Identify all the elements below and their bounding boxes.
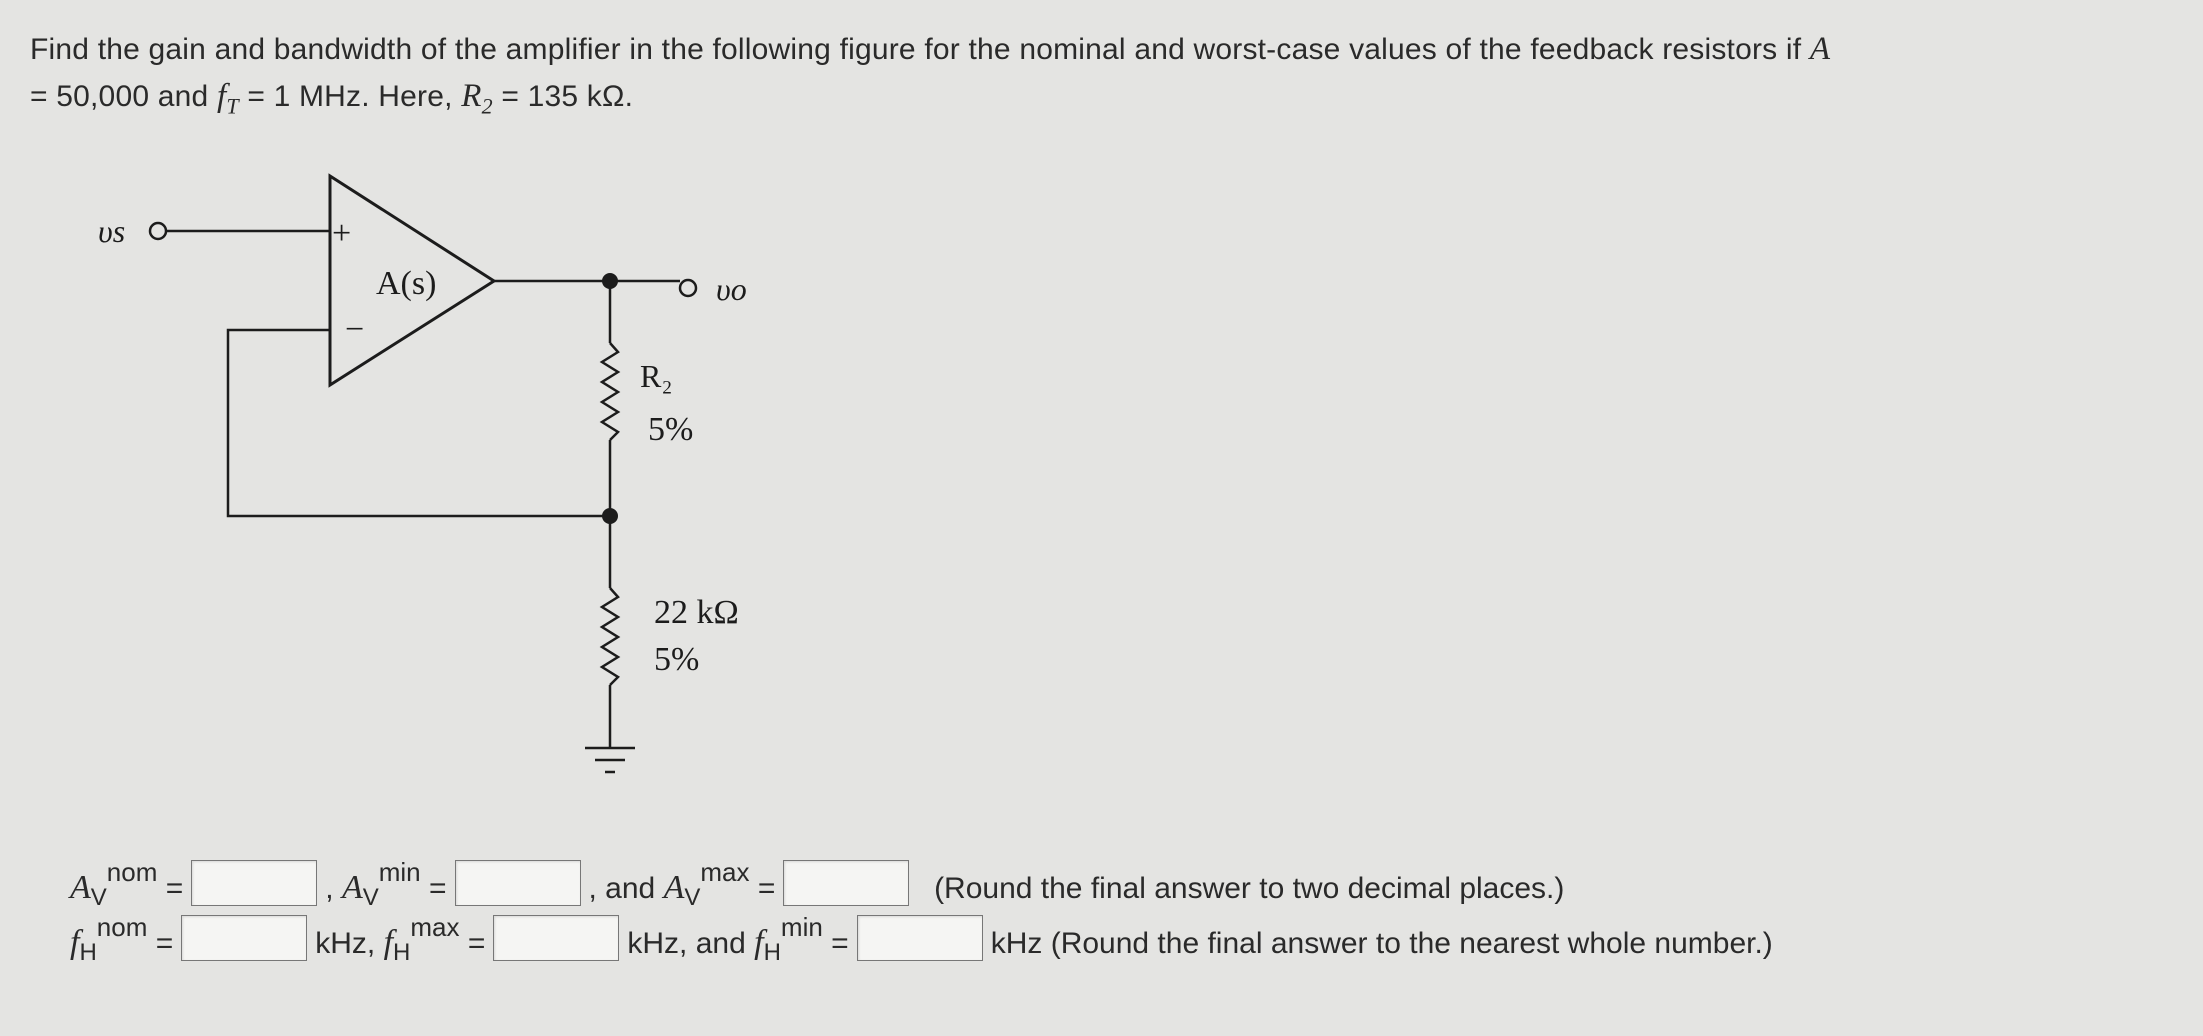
amp-label: A(s)	[376, 265, 437, 302]
r1-tolerance: 5%	[654, 641, 700, 678]
bandwidth-rounding-note: kHz (Round the final answer to the nearest whole number.)	[990, 927, 1773, 960]
unit-khz-2: kHz, and	[627, 927, 746, 960]
resistor-r1	[602, 588, 618, 685]
var-r2: $R_2$	[461, 78, 493, 119]
problem-gain-value: = 50,000 and	[30, 80, 209, 113]
vo-label: υo	[716, 271, 747, 307]
minus-sign: −	[345, 311, 365, 348]
fh-nom-label: $f_H^{nom}$ =	[70, 912, 174, 966]
r2-name: R₂	[640, 358, 673, 394]
fh-min-label: $f_H^{min}$ =	[754, 912, 849, 966]
plus-sign: +	[332, 215, 352, 252]
separator-comma: ,	[325, 872, 334, 905]
var-ft: $f_T$	[216, 78, 239, 119]
feedback-node-dot	[602, 508, 618, 524]
av-nom-label: $A_V^{nom}$ =	[70, 857, 184, 911]
av-max-input[interactable]	[783, 860, 909, 906]
separator-and: , and	[588, 872, 656, 905]
unit-khz-1: kHz,	[315, 927, 376, 960]
r1-value: 22 kΩ	[654, 594, 739, 631]
ground-symbol	[585, 748, 635, 772]
var-a: A	[1809, 31, 1831, 67]
input-terminal	[150, 223, 166, 239]
resistor-r2	[602, 343, 618, 440]
answer-row-gain	[70, 852, 1564, 912]
problem-line1: Find the gain and bandwidth of the amplifier in the following figure for the nominal and worst-case values of the feedback resistors if	[30, 33, 1802, 66]
av-nom-input[interactable]	[191, 860, 317, 906]
vs-label: υs	[98, 213, 126, 249]
feedback-wire	[228, 330, 610, 516]
fh-nom-input[interactable]	[181, 915, 307, 961]
fh-min-input[interactable]	[857, 915, 983, 961]
output-node-dot	[602, 273, 618, 289]
av-max-label: $A_V^{max}$ =	[663, 857, 776, 911]
fh-max-label: $f_H^{max}$ =	[383, 912, 486, 966]
gain-rounding-note: (Round the final answer to two decimal places.)	[934, 872, 1565, 905]
r2-tolerance: 5%	[648, 411, 694, 448]
answer-row-bandwidth	[70, 907, 1773, 967]
problem-r2-value: = 135 kΩ.	[501, 80, 634, 113]
av-min-label: $A_V^{min}$ =	[341, 857, 447, 911]
output-terminal	[680, 280, 696, 296]
fh-max-input[interactable]	[493, 915, 619, 961]
av-min-input[interactable]	[455, 860, 581, 906]
problem-ft-value: = 1 MHz. Here,	[247, 80, 453, 113]
